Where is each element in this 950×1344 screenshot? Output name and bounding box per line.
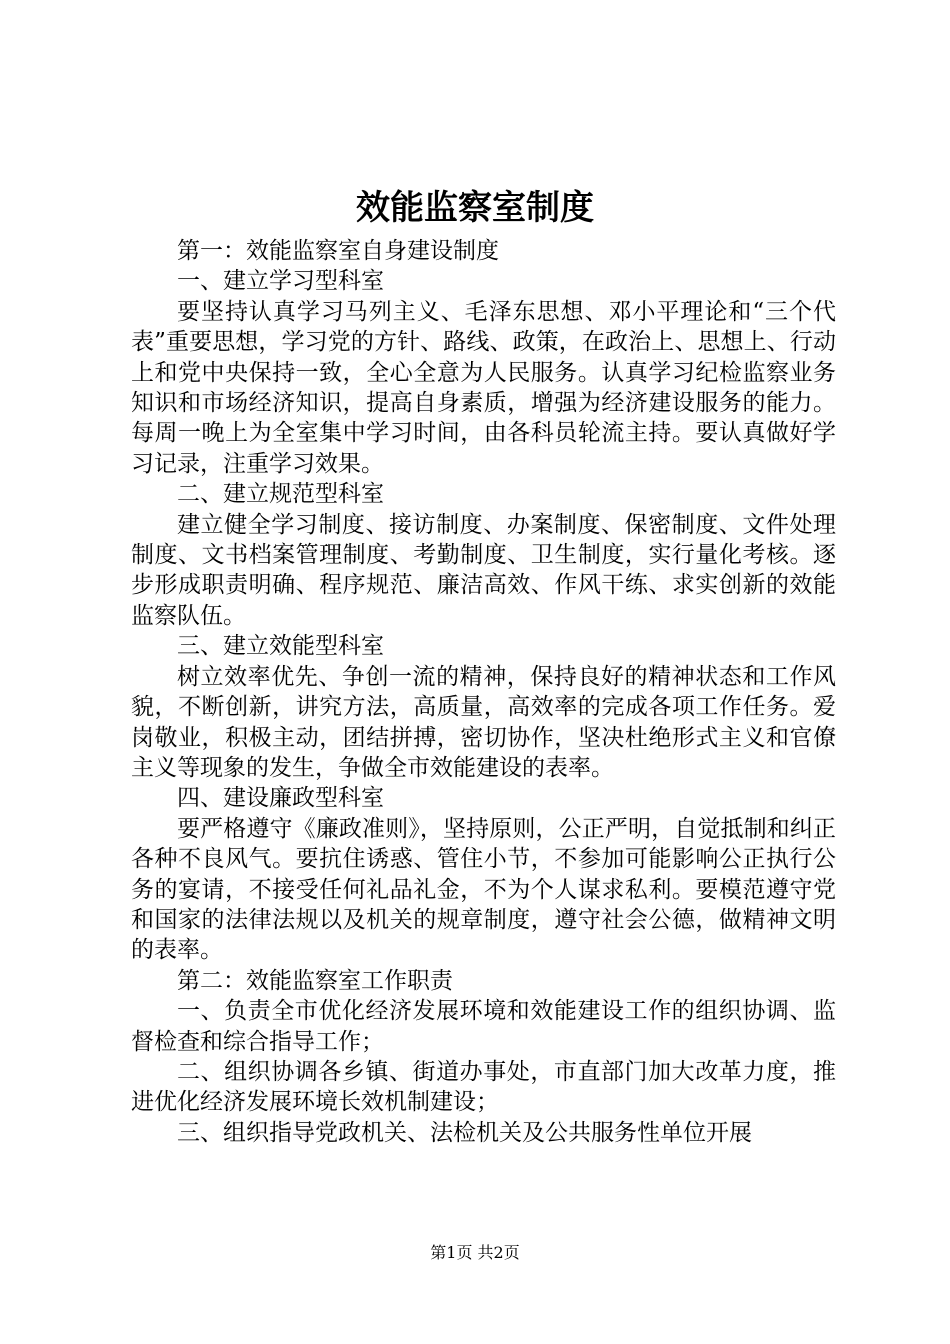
body-paragraph: 三、组织指导党政机关、法检机关及公共服务性单位开展 — [177, 1119, 752, 1146]
body-paragraph: 建立健全学习制度、接访制度、办案制度、保密制度、文件处理制度、文书档案管理制度、考勤制度、卫生制度，实行量化考核。逐步形成职责明确、程序规范、廉洁高效、作风干练、求实创新的效能监察队伍。 — [131, 511, 836, 629]
body-paragraph: 一、负责全市优化经济发展环境和效能建设工作的组织协调、监督检查和综合指导工作； — [131, 998, 836, 1055]
subsection-heading: 三、建立效能型科室 — [177, 633, 384, 660]
subsection-heading: 一、建立学习型科室 — [177, 268, 384, 295]
subsection-heading: 二、建立规范型科室 — [177, 481, 384, 508]
body-paragraph: 二、组织协调各乡镇、街道办事处，市直部门加大改革力度，推进优化经济发展环境长效机制建设； — [131, 1058, 836, 1116]
body-paragraph: 要坚持认真学习马列主义、毛泽东思想、邓小平理论和“三个代表”重要思想，学习党的方针、路线、政策，在政治上、思想上、行动上和党中央保持一致，全心全意为人民服务。认真学习纪检监察业务知识和市场经济知识，提高自身素质，增强为经济建设服务的能力。每周一晚上为全室集中学习时间，由各科员轮流主持。要认真做好学习记录，注重学习效果。 — [131, 298, 836, 477]
body-paragraph: 树立效率优先、争创一流的精神，保持良好的精神状态和工作风貌，不断创新，讲究方法，高质量，高效率的完成各项工作任务。爱岗敬业，积极主动，团结拼搏，密切协作，坚决杜绝形式主义和官僚主义等现象的发生，争做全市效能建设的表率。 — [131, 663, 836, 781]
body-paragraph: 要严格遵守《廉政准则》，坚持原则，公正严明，自觉抵制和纠正各种不良风气。要抗住诱惑、管住小节，不参加可能影响公正执行公务的宴请，不接受任何礼品礼金，不为个人谋求私利。要模范遵守党和国家的法律法规以及机关的规章制度，遵守社会公德，做精神文明的表率。 — [131, 815, 836, 964]
section-heading: 第二：效能监察室工作职责 — [177, 967, 453, 994]
section-heading: 第一：效能监察室自身建设制度 — [177, 238, 499, 264]
page-number-footer: 第1页 共2页 — [430, 1243, 520, 1262]
document-body — [131, 236, 836, 1148]
subsection-heading: 四、建设廉政型科室 — [177, 785, 384, 812]
document-title: 效能监察室制度 — [356, 188, 594, 228]
